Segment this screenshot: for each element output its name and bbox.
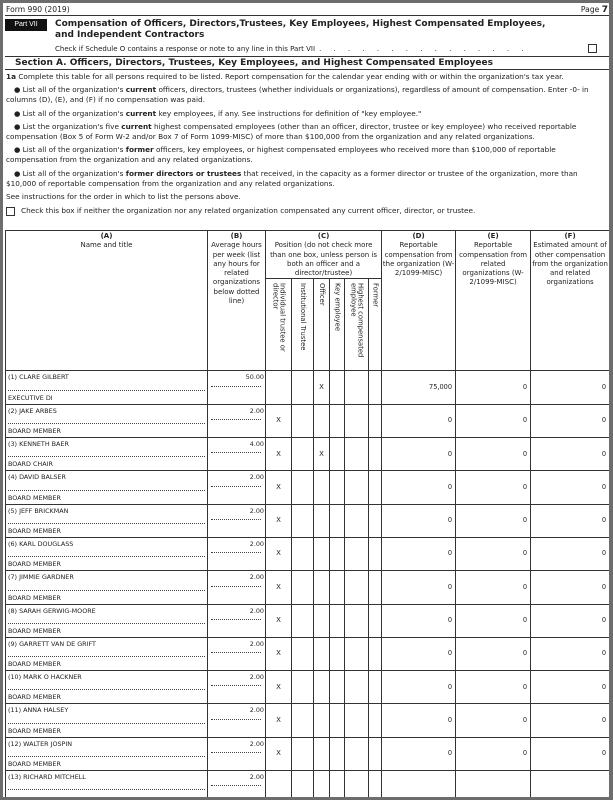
other-comp-cell: 0 (531, 604, 610, 637)
person-title: BOARD MEMBER (8, 427, 61, 436)
col-c-former: Former (369, 279, 382, 371)
other-comp-cell: 0 (531, 637, 610, 670)
person-title: BOARD MEMBER (8, 526, 61, 535)
comp-related-cell: 0 (456, 737, 531, 770)
person-name: (6) KARL DOUGLASS (8, 539, 74, 548)
other-comp-cell: 0 (531, 371, 610, 404)
position-checkbox (330, 471, 345, 504)
col-c-individual-trustee: Individual trustee or director (266, 279, 292, 371)
col-c-institutional-trustee: Institutional Trustee (292, 279, 314, 371)
person-name: (5) JEFF BRICKMAN (8, 506, 69, 515)
position-checkbox (369, 771, 382, 800)
compensation-table (5, 230, 610, 800)
position-checkbox (345, 604, 369, 637)
comp-related-cell: 0 (456, 604, 531, 637)
position-checkbox: X (266, 604, 292, 637)
person-title: BOARD MEMBER (8, 760, 61, 769)
position-checkbox (345, 404, 369, 437)
position-checkbox (345, 371, 369, 404)
col-b-header: (B) Average hours per week (list any hours for related organizations below dotted line) (208, 231, 266, 371)
position-checkbox (292, 637, 314, 670)
position-checkbox (292, 571, 314, 604)
comp-related-cell: 0 (456, 671, 531, 704)
position-checkbox: X (314, 438, 330, 471)
col-d-header: (D) Reportable compensation from the organization (W-2/1099-MISC) (382, 231, 456, 371)
person-title: BOARD MEMBER (8, 493, 61, 502)
name-title-cell (6, 637, 208, 670)
person-title: BOARD MEMBER (8, 593, 61, 602)
other-comp-cell: 0 (531, 704, 610, 737)
comp-org-cell: 0 (382, 471, 456, 504)
comp-org-cell: 0 (382, 438, 456, 471)
instructions: 1a Complete this table for all persons required to be listed. Report compensation for the calendar year ending with or within the organization's tax year. ● List all of the organization's current officers, directors, trustees (whether individuals or organizations), regardless of amount of compensation. Enter -0- in columns (D), (E), and (F) if no compensation was paid. ● List all of the organization's current key employees, if any. See instructions for definition of "key employee." ● List the organization's five current highest compensated employees (other than an officer, director, trustee or key employee) who received reportable compensation (Box 5 of Form W-2 and/or Box 7 of Form 1099-MISC) of more than $100,000 from the organization and any related organizations. ● List all of the organization's former officers, key employees, or highest compensated employees who received more than $100,000 of reportable compensation from the organization and any related organizations. ● List all of the organization's former directors or trustees that received, in the capacity as a former director or trustee of the organization, more than $10,000 of reportable compensation from the organization and any related organizations. See instructions for the order in which to list the persons above. Check this box if neither the organization nor any related organization compensated any current officer, director, or trustee. (5, 70, 609, 217)
person-name: (12) WALTER JOSPIN (8, 739, 73, 748)
col-c-header: (C) Position (do not check more than one box, unless person is both an officer and a director/trustee) (266, 231, 382, 279)
position-checkbox (314, 671, 330, 704)
position-checkbox (330, 537, 345, 570)
position-checkbox (330, 371, 345, 404)
position-checkbox (345, 737, 369, 770)
table-row (6, 404, 610, 437)
comp-org-cell: 0 (382, 404, 456, 437)
position-checkbox (345, 704, 369, 737)
section-a-title: Section A. Officers, Directors, Trustees, Key Employees, and Highest Compensated Employees (5, 56, 609, 70)
position-checkbox (369, 671, 382, 704)
comp-related-cell: 0 (456, 537, 531, 570)
position-checkbox (345, 537, 369, 570)
person-name: (3) KENNETH BAER (8, 440, 69, 449)
position-checkbox (369, 637, 382, 670)
position-checkbox (314, 471, 330, 504)
position-checkbox (314, 604, 330, 637)
name-title-cell (6, 537, 208, 570)
other-comp-cell: 0 (531, 404, 610, 437)
position-checkbox: X (266, 537, 292, 570)
position-checkbox (345, 471, 369, 504)
name-title-cell (6, 371, 208, 404)
no-compensation-check-row: Check this box if neither the organization nor any related organization compensated any current officer, director, or trustee. (6, 205, 608, 217)
position-checkbox (345, 671, 369, 704)
col-c-officer: Officer (314, 279, 330, 371)
hours-cell: 2.00 (208, 471, 266, 504)
col-a-header: (A) Name and title (6, 231, 208, 371)
position-checkbox (330, 737, 345, 770)
other-comp-cell: 0 (531, 471, 610, 504)
position-checkbox (369, 571, 382, 604)
position-checkbox (369, 537, 382, 570)
hours-cell: 50.00 (208, 371, 266, 404)
position-checkbox: X (266, 704, 292, 737)
position-checkbox (369, 704, 382, 737)
position-checkbox (369, 737, 382, 770)
table-row (6, 771, 610, 800)
person-title: BOARD MEMBER (8, 660, 61, 669)
position-checkbox (292, 438, 314, 471)
other-comp-cell: 0 (531, 504, 610, 537)
part-heading (5, 19, 609, 41)
position-checkbox (314, 571, 330, 604)
position-checkbox (266, 371, 292, 404)
person-name: (10) MARK O HACKNER (8, 673, 82, 682)
comp-related-cell: 0 (456, 637, 531, 670)
col-e-header: (E) Reportable compensation from related organizations (W-2/1099-MISC) (456, 231, 531, 371)
comp-org-cell: 0 (382, 637, 456, 670)
position-checkbox (266, 771, 292, 800)
name-title-cell (6, 438, 208, 471)
person-name: (2) JAKE ARBES (8, 406, 57, 415)
comp-org-cell: 0 (382, 504, 456, 537)
other-comp-cell: 0 (531, 537, 610, 570)
name-title-cell (6, 471, 208, 504)
comp-org-cell: 0 (382, 671, 456, 704)
person-name: (9) GARRETT VAN DE GRIFT (8, 639, 96, 648)
position-checkbox (345, 571, 369, 604)
position-checkbox (345, 771, 369, 800)
name-title-cell (6, 704, 208, 737)
table-row (6, 637, 610, 670)
position-checkbox: X (266, 438, 292, 471)
position-checkbox: X (266, 671, 292, 704)
name-title-cell (6, 671, 208, 704)
person-title: EXECUTIVE DI (8, 393, 53, 402)
hours-cell: 2.00 (208, 704, 266, 737)
form-header (5, 3, 609, 16)
table-row (6, 671, 610, 704)
other-comp-cell: 0 (531, 571, 610, 604)
position-checkbox (292, 471, 314, 504)
other-comp-cell (531, 771, 610, 800)
position-checkbox (369, 504, 382, 537)
comp-related-cell: 0 (456, 504, 531, 537)
position-checkbox: X (266, 571, 292, 604)
comp-related-cell: 0 (456, 371, 531, 404)
other-comp-cell: 0 (531, 737, 610, 770)
position-checkbox (314, 771, 330, 800)
position-checkbox: X (266, 471, 292, 504)
position-checkbox (292, 537, 314, 570)
col-c-key-employee: Key employee (330, 279, 345, 371)
person-title: BOARD MEMBER (8, 693, 61, 702)
position-checkbox (330, 704, 345, 737)
position-checkbox (314, 637, 330, 670)
person-title: BOARD CHAIR (8, 460, 53, 469)
hours-cell: 2.00 (208, 737, 266, 770)
position-checkbox (314, 504, 330, 537)
position-checkbox (330, 571, 345, 604)
table-row (6, 471, 610, 504)
person-name: (4) DAVID BALSER (8, 473, 66, 482)
table-row (6, 704, 610, 737)
comp-related-cell: 0 (456, 571, 531, 604)
table-row (6, 571, 610, 604)
hours-cell: 2.00 (208, 571, 266, 604)
position-checkbox (345, 438, 369, 471)
other-comp-cell: 0 (531, 438, 610, 471)
schedule-o-check-row: Check if Schedule O contains a response or note to any line in this Part VII . . . . . . . . . . . . . . . (55, 43, 609, 54)
table-row (6, 737, 610, 770)
position-checkbox (330, 604, 345, 637)
table-row (6, 438, 610, 471)
hours-cell: 2.00 (208, 537, 266, 570)
hours-cell: 2.00 (208, 671, 266, 704)
person-title: BOARD MEMBER (8, 726, 61, 735)
comp-org-cell: 0 (382, 704, 456, 737)
name-title-cell (6, 404, 208, 437)
position-checkbox (330, 438, 345, 471)
name-title-cell (6, 504, 208, 537)
comp-org-cell: 0 (382, 537, 456, 570)
position-checkbox: X (266, 404, 292, 437)
position-checkbox: X (266, 737, 292, 770)
person-title: BOARD MEMBER (8, 626, 61, 635)
other-comp-cell: 0 (531, 671, 610, 704)
position-checkbox: X (266, 637, 292, 670)
position-checkbox (369, 371, 382, 404)
position-checkbox (292, 504, 314, 537)
position-checkbox (330, 771, 345, 800)
part-label: Part VII (5, 19, 47, 31)
position-checkbox (314, 737, 330, 770)
name-title-cell (6, 771, 208, 800)
position-checkbox (369, 471, 382, 504)
person-name: (7) JIMMIE GARDNER (8, 573, 74, 582)
table-row (6, 604, 610, 637)
hours-cell: 2.00 (208, 771, 266, 800)
position-checkbox (292, 371, 314, 404)
hours-cell: 2.00 (208, 404, 266, 437)
comp-related-cell: 0 (456, 704, 531, 737)
position-checkbox (292, 704, 314, 737)
position-checkbox (314, 537, 330, 570)
person-title: BOARD MEMBER (8, 560, 61, 569)
position-checkbox (292, 771, 314, 800)
table-row (6, 504, 610, 537)
part-title: Compensation of Officers, Directors,Trustees, Key Employees, Highest Compensated Employees, and Independent Contractors (55, 19, 546, 40)
page-number: Page 7 (580, 5, 608, 15)
name-title-cell (6, 604, 208, 637)
schedule-o-checkbox[interactable] (588, 44, 597, 53)
position-checkbox (330, 404, 345, 437)
position-checkbox (292, 404, 314, 437)
name-title-cell (6, 571, 208, 604)
comp-related-cell: 0 (456, 404, 531, 437)
comp-related-cell (456, 771, 531, 800)
table-row (6, 371, 610, 404)
comp-related-cell: 0 (456, 471, 531, 504)
position-checkbox (292, 737, 314, 770)
person-name: (1) CLARE GILBERT (8, 373, 69, 382)
position-checkbox (345, 637, 369, 670)
form-id: Form 990 (2019) (6, 5, 70, 14)
col-c-highest-compensated: Highest compensated employee (345, 279, 369, 371)
position-checkbox (345, 504, 369, 537)
hours-cell: 2.00 (208, 504, 266, 537)
comp-org-cell: 75,000 (382, 371, 456, 404)
person-name: (13) RICHARD MITCHELL (8, 773, 86, 782)
comp-related-cell: 0 (456, 438, 531, 471)
position-checkbox (369, 604, 382, 637)
position-checkbox (369, 438, 382, 471)
position-checkbox (369, 404, 382, 437)
person-name: (8) SARAH GERWIG-MOORE (8, 606, 96, 615)
hours-cell: 2.00 (208, 604, 266, 637)
position-checkbox (314, 704, 330, 737)
name-title-cell (6, 737, 208, 770)
col-f-header: (F) Estimated amount of other compensation from the organization and related organizations (531, 231, 610, 371)
person-name: (11) ANNA HALSEY (8, 706, 69, 715)
hours-cell: 2.00 (208, 637, 266, 670)
no-compensation-checkbox[interactable] (6, 207, 15, 216)
position-checkbox (292, 604, 314, 637)
comp-org-cell: 0 (382, 604, 456, 637)
hours-cell: 4.00 (208, 438, 266, 471)
position-checkbox (314, 404, 330, 437)
position-checkbox: X (266, 504, 292, 537)
position-checkbox: X (314, 371, 330, 404)
table-row (6, 537, 610, 570)
comp-org-cell: 0 (382, 571, 456, 604)
comp-org-cell (382, 771, 456, 800)
comp-org-cell: 0 (382, 737, 456, 770)
position-checkbox (330, 671, 345, 704)
position-checkbox (330, 504, 345, 537)
position-checkbox (292, 671, 314, 704)
position-checkbox (330, 637, 345, 670)
